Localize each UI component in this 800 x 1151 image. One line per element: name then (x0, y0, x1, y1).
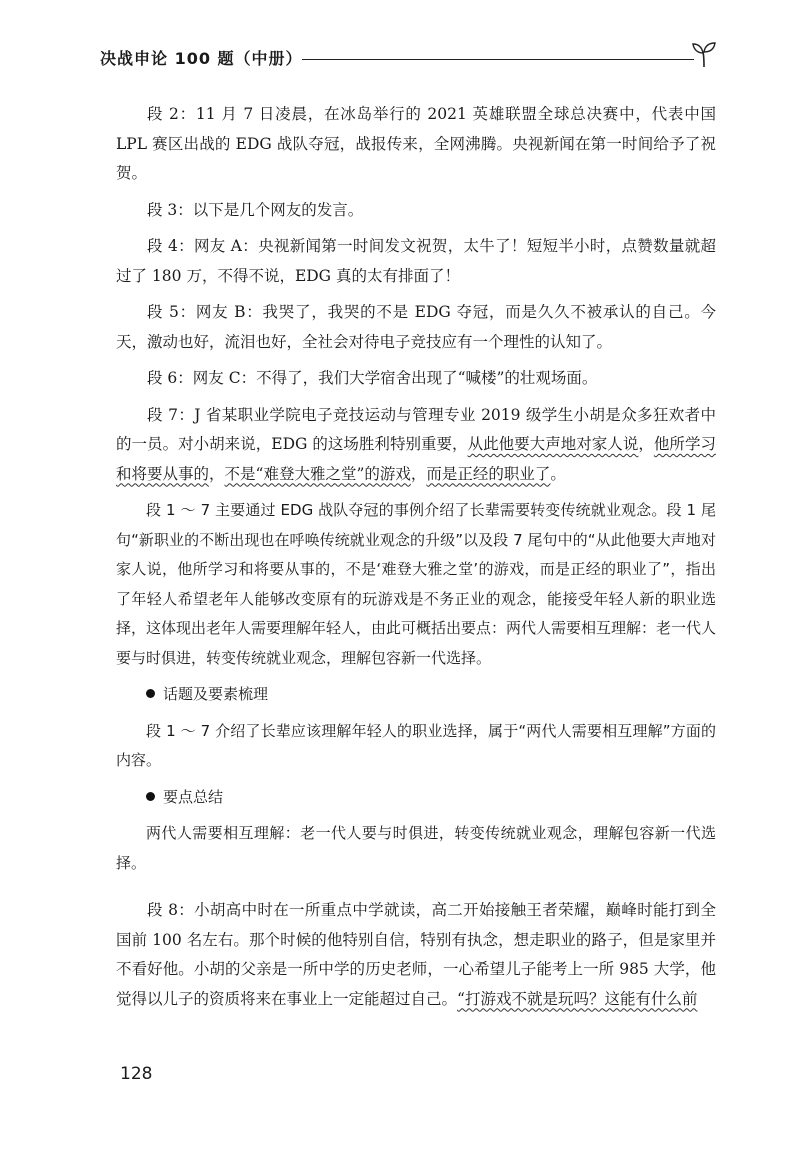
summary-text: 两代人需要相互理解：老一代人要与时俱进，转变传统就业观念，理解包容新一代选择。 (116, 824, 716, 872)
paragraph-8 (116, 896, 716, 1014)
paragraph-8-text: 段 8：小胡高中时在一所重点中学就读，高二开始接触王者荣耀，巅峰时能打到全国前 100 名左右。那个时候的他特别自信，特别有执念，想走职业的路子，但是家里并不看好他。小胡的父亲是一所中学的历史老师，一心希望儿子能考上一所 985 大学，他觉得以儿子的资质将来在事业上一定能超过自己。 (116, 901, 716, 1008)
paragraph-5: 段 5：网友 B：我哭了，我哭的不是 EDG 夺冠，而是久久不被承认的自己。今天，激动也好，流泪也好，全社会对待电子竞技应有一个理性的认知了。 (116, 303, 716, 351)
punctuation: ， (638, 435, 654, 453)
paragraph-3: 段 3：以下是几个网友的发言。 (147, 200, 364, 219)
bullet-icon (146, 689, 155, 698)
running-header (100, 40, 720, 70)
punctuation: ， (209, 464, 225, 483)
paragraph-4: 段 4：网友 A：央视新闻第一时间发文祝贺，太牛了！短短半小时，点赞数量就超过了 180 万，不得不说，EDG 真的太有排面了！ (116, 237, 716, 285)
sprout-icon (690, 40, 718, 68)
wavy-underline-phrase: 这能有什么前 (604, 989, 698, 1008)
bullet-icon (146, 792, 155, 801)
wavy-underline-phrase: 而是正经的职业了 (426, 464, 551, 483)
topic-heading (116, 680, 716, 710)
paragraph-7 (116, 401, 716, 490)
topic-text: 段 1 ～ 7 介绍了长辈应该理解年轻人的职业选择，属于“两代人需要相互理解”方面的内容。 (116, 721, 716, 769)
topic-heading-text: 话题及要素梳理 (163, 685, 269, 703)
wavy-underline-phrase: 从此他要大声地对家人说 (467, 435, 639, 453)
page-body (116, 100, 716, 1021)
punctuation: ， (410, 464, 427, 483)
punctuation: 。 (550, 464, 566, 483)
book-title: 决战申论 100 题（中册） (100, 49, 303, 68)
paragraph-2: 段 2：11 月 7 日凌晨，在冰岛举行的 2021 英雄联盟全球总决赛中，代表中国 LPL 赛区出战的 EDG 战队夺冠，战报传来，全网沸腾。央视新闻在第一时间给予了祝贺。 (116, 105, 716, 182)
page-number: 128 (120, 1064, 153, 1084)
wavy-underline-phrase: 他所学习和将要从事的 (116, 435, 716, 483)
summary-heading-text: 要点总结 (163, 787, 224, 806)
analysis-paragraph: 段 1 ～ 7 主要通过 EDG 战队夺冠的事例介绍了长辈需要转变传统就业观念。段 1 尾句“新职业的不断出现也在呼唤传统就业观念的升级”以及段 7 尾句中的“从此他要大声地对家人说，他所学习和将要从事的，不是‘难登大雅之堂’的游戏，而是正经的职业了”，指出了年轻人希望老年人能够改变原有的玩游戏是不务正业的观念，能接受年轻人新的职业选择，这体现出老年人需要理解年轻人，由此可概括出要点：两代人需要相互理解：老一代人要与时俱进，转变传统就业观念，理解包容新一代选择。 (116, 501, 717, 667)
wavy-underline-phrase: “打游戏不就是玩吗？ (457, 989, 605, 1008)
paragraph-7-text: 段 7：J 省某职业学院电子竞技运动与管理专业 2019 级学生小胡是众多狂欢者中的一员。对小胡来说，EDG 的这场胜利特别重要， (116, 405, 716, 453)
wavy-underline-phrase: 不是“难登大雅之堂”的游戏 (224, 464, 411, 483)
paragraph-6: 段 6：网友 C：不得了，我们大学宿舍出现了“喊楼”的壮观场面。 (147, 369, 598, 387)
header-rule (302, 59, 694, 60)
summary-heading (116, 783, 716, 813)
